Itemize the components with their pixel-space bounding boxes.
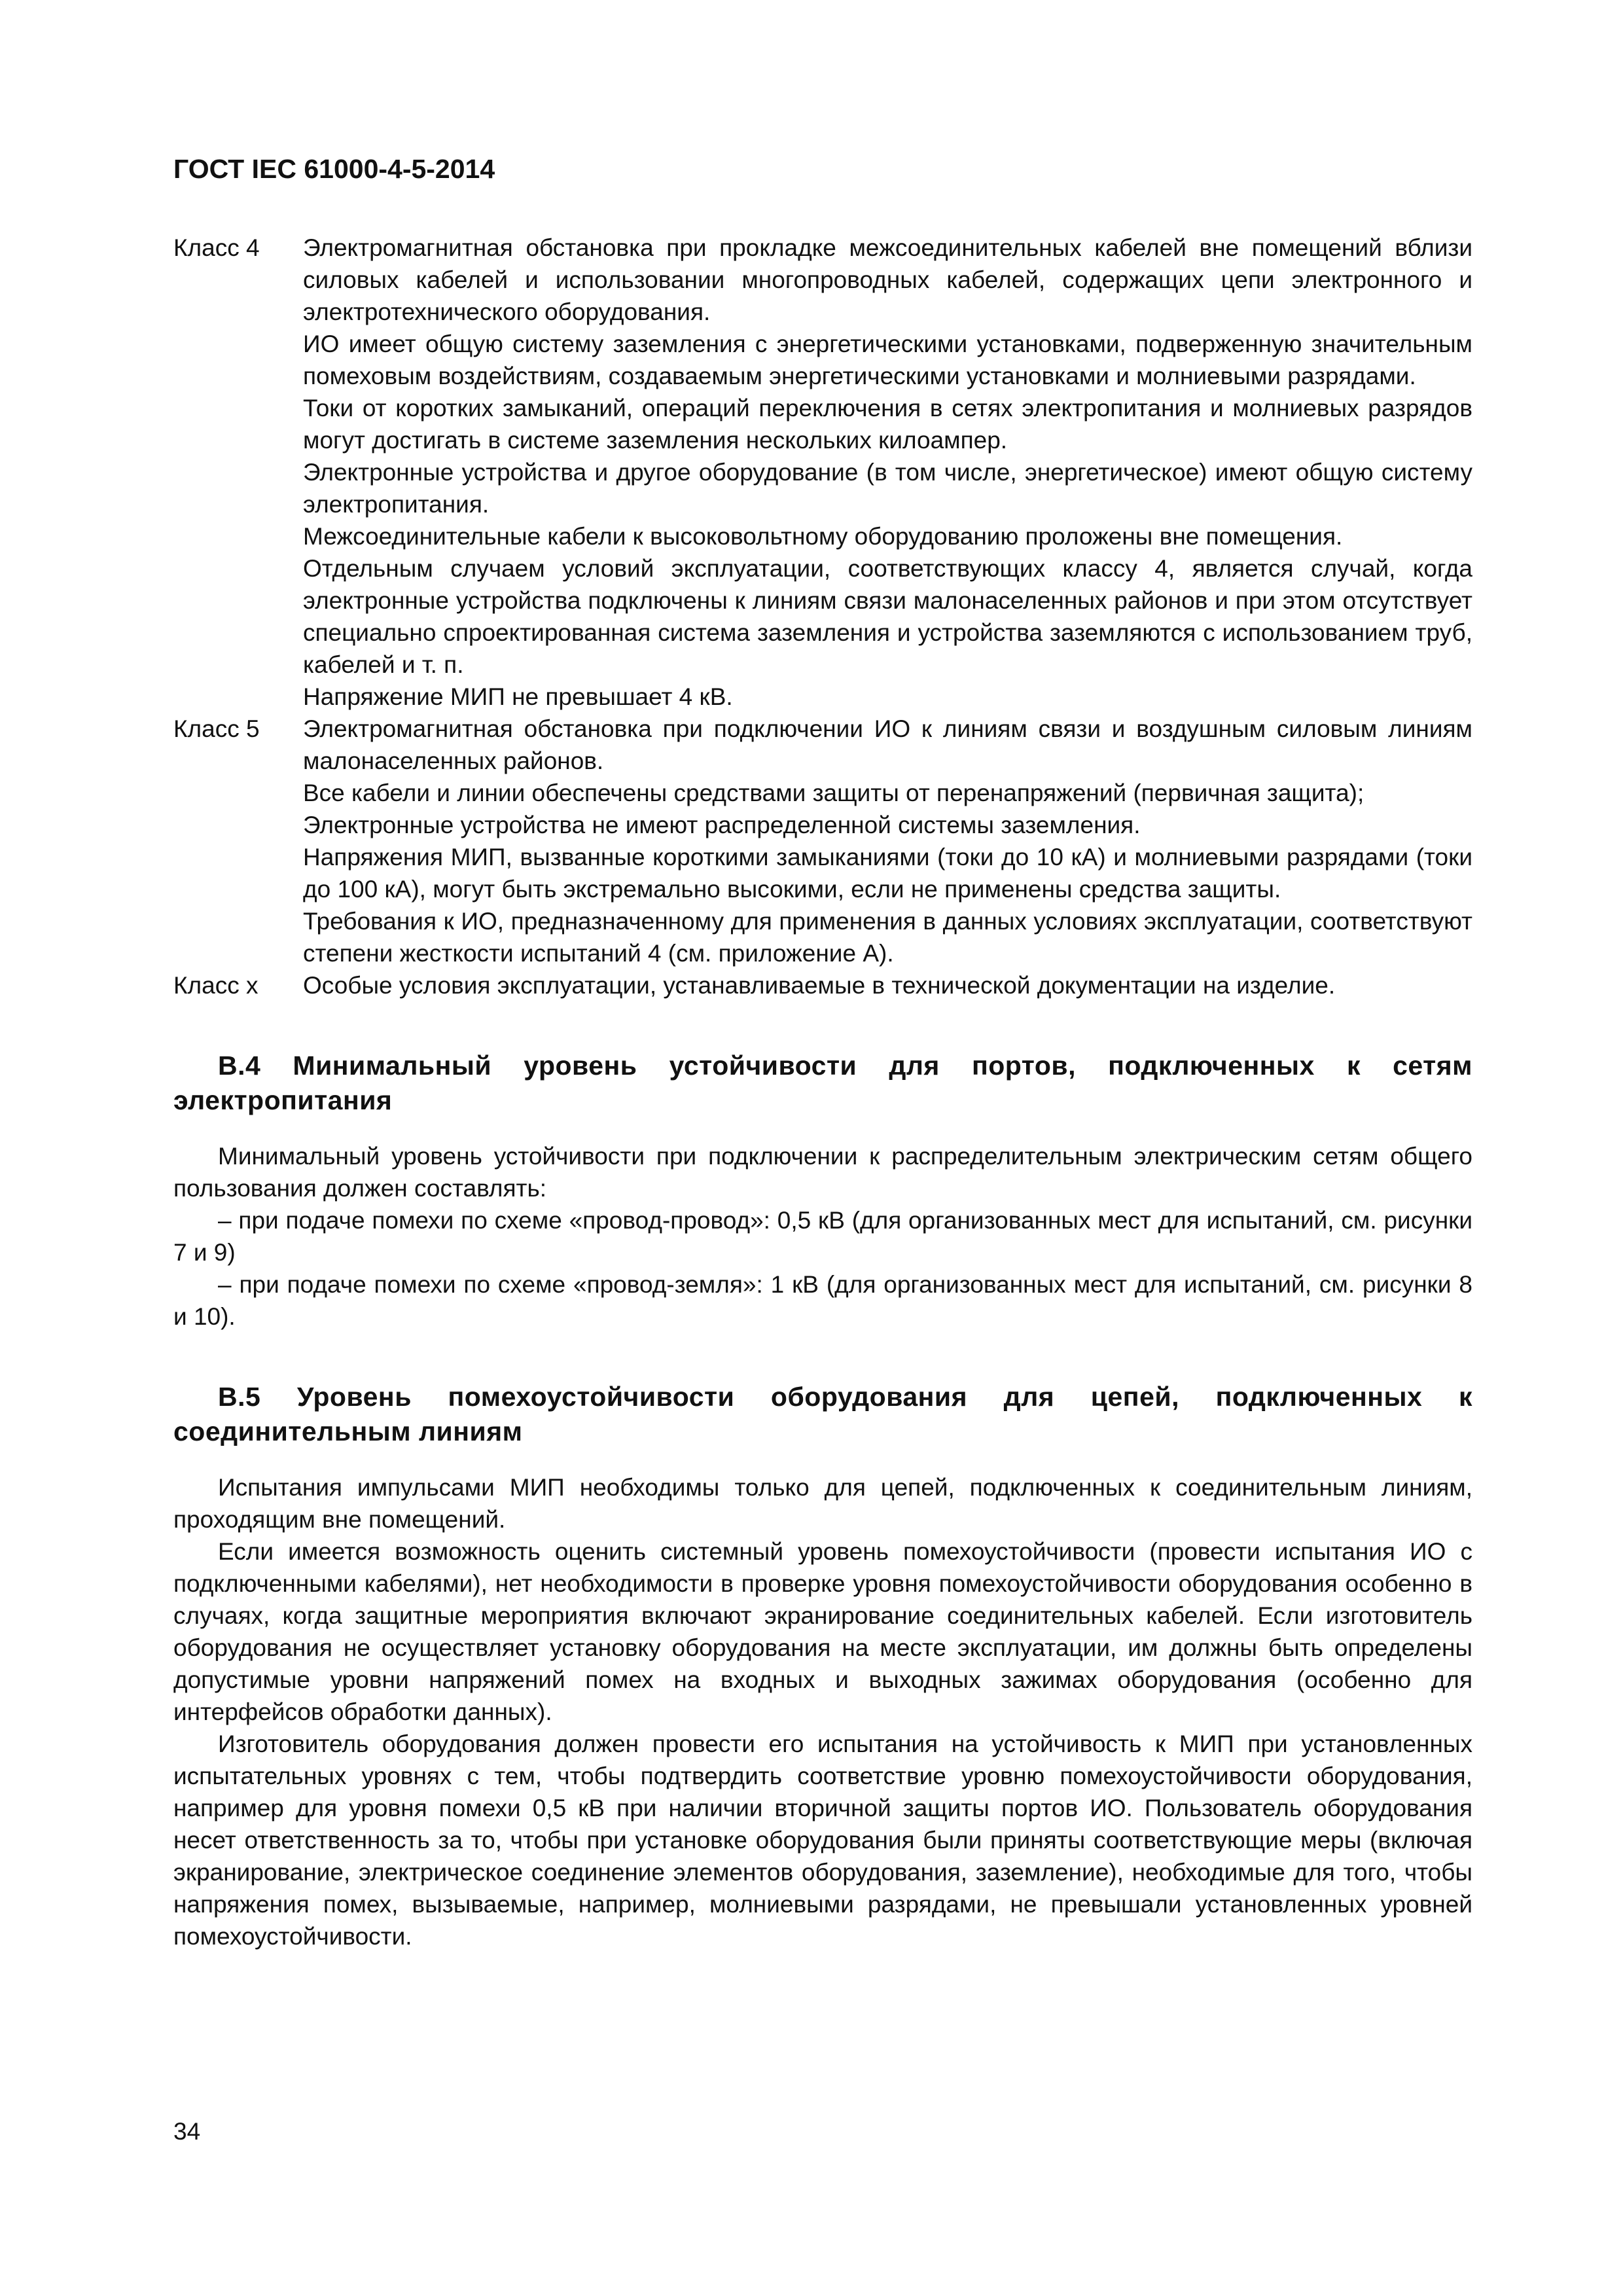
section-heading-b5: В.5 Уровень помехоустойчивости оборудования для цепей, подключенных к соединительным линиям: [173, 1382, 1472, 1446]
paragraph: Изготовитель оборудования должен провести его испытания на устойчивость к МИП при установленных испытательных уровнях с тем, чтобы подтвердить соответствие уровню помехоустойчивости оборудования, например для уровня помехи 0,5 кВ при наличии вторичной защиты портов ИО. Пользователь оборудования несет ответственность за то, чтобы при установке оборудования были приняты соответствующие меры (включая экранирование, электрическое соединение элементов оборудования, заземление), необходимые для того, чтобы напряжения помех, вызываемые, например, молниевыми разрядами, не превышали установленных уровней помехоустойчивости.: [173, 1731, 1472, 1950]
class-x-entry: [173, 969, 1472, 1001]
paragraph: – при подаче помехи по схеме «провод-земля»: 1 кВ (для организованных мест для испытаний, см. рисунки 8 и 10).: [173, 1271, 1472, 1330]
page-number: 34: [173, 2118, 201, 2145]
paragraph: Электронные устройства не имеют распределенной системы заземления.: [303, 812, 1141, 838]
paragraph: Требования к ИО, предназначенному для применения в данных условиях эксплуатации, соответствуют степени жесткости испытаний 4 (см. приложение А).: [303, 908, 1472, 967]
paragraph: Отдельным случаем условий эксплуатации, соответствующих классу 4, является случай, когда электронные устройства подключены к линиям связи малонаселенных районов и при этом отсутствует специально спроектированная система заземления и устройства заземляются с использованием труб, кабелей и т. п.: [303, 555, 1472, 678]
section-heading-b4: В.4 Минимальный уровень устойчивости для портов, подключенных к сетям электропитания: [173, 1050, 1472, 1115]
paragraph: Если имеется возможность оценить системный уровень помехоустойчивости (провести испытания ИО с подключенными кабелями), нет необходимости в проверке уровня помехоустойчивости оборудования особенно в случаях, когда защитные мероприятия включают экранирование соединительных кабелей. Если изготовитель оборудования не осуществляет установку оборудования на месте эксплуатации, им должны быть определены допустимые уровни напряжений помех на входных и выходных зажимах оборудования (особенно для интерфейсов обработки данных).: [173, 1538, 1472, 1725]
class-4-entry: [173, 232, 1472, 713]
paragraph: – при подаче помехи по схеме «провод-провод»: 0,5 кВ (для организованных мест для испытаний, см. рисунки 7 и 9): [173, 1207, 1472, 1266]
class-label: Класс 4: [173, 234, 260, 261]
paragraph: Электронные устройства и другое оборудование (в том числе, энергетическое) имеют общую систему электропитания.: [303, 459, 1472, 518]
paragraph: Напряжения МИП, вызванные короткими замыканиями (токи до 10 кА) и молниевыми разрядами (токи до 100 кА), могут быть экстремально высокими, если не применены средства защиты.: [303, 844, 1472, 903]
class-label: Класс 5: [173, 715, 260, 742]
paragraph: Испытания импульсами МИП необходимы только для цепей, подключенных к соединительным линиям, проходящим вне помещений.: [173, 1474, 1472, 1533]
document-page: [173, 154, 1472, 1952]
document-header: ГОСТ IEC 61000-4-5-2014: [173, 154, 495, 184]
paragraph: Межсоединительные кабели к высоковольтному оборудованию проложены вне помещения.: [303, 523, 1343, 550]
class-description: [303, 713, 1472, 969]
class-description: [303, 969, 1472, 1001]
paragraph: Минимальный уровень устойчивости при подключении к распределительным электрическим сетям общего пользования должен составлять:: [173, 1143, 1472, 1202]
paragraph: Все кабели и линии обеспечены средствами защиты от перенапряжений (первичная защита);: [303, 780, 1364, 806]
paragraph: Напряжение МИП не превышает 4 кВ.: [303, 683, 733, 710]
paragraph: Электромагнитная обстановка при прокладке межсоединительных кабелей вне помещений вблизи силовых кабелей и использовании многопроводных кабелей, содержащих цепи электронного и электротехнического оборудования.: [303, 234, 1472, 325]
paragraph: Электромагнитная обстановка при подключении ИО к линиям связи и воздушным силовым линиям малонаселенных районов.: [303, 715, 1472, 774]
class-5-entry: [173, 713, 1472, 969]
paragraph: Токи от коротких замыканий, операций переключения в сетях электропитания и молниевых разрядов могут достигать в системе заземления нескольких килоампер.: [303, 395, 1472, 454]
class-description: [303, 232, 1472, 713]
paragraph: ИО имеет общую систему заземления с энергетическими установками, подверженную значительным помеховым воздействиям, создаваемым энергетическими установками и молниевыми разрядами.: [303, 331, 1472, 389]
paragraph: Особые условия эксплуатации, устанавливаемые в технической документации на изделие.: [303, 972, 1336, 999]
class-label: Класс х: [173, 972, 259, 999]
